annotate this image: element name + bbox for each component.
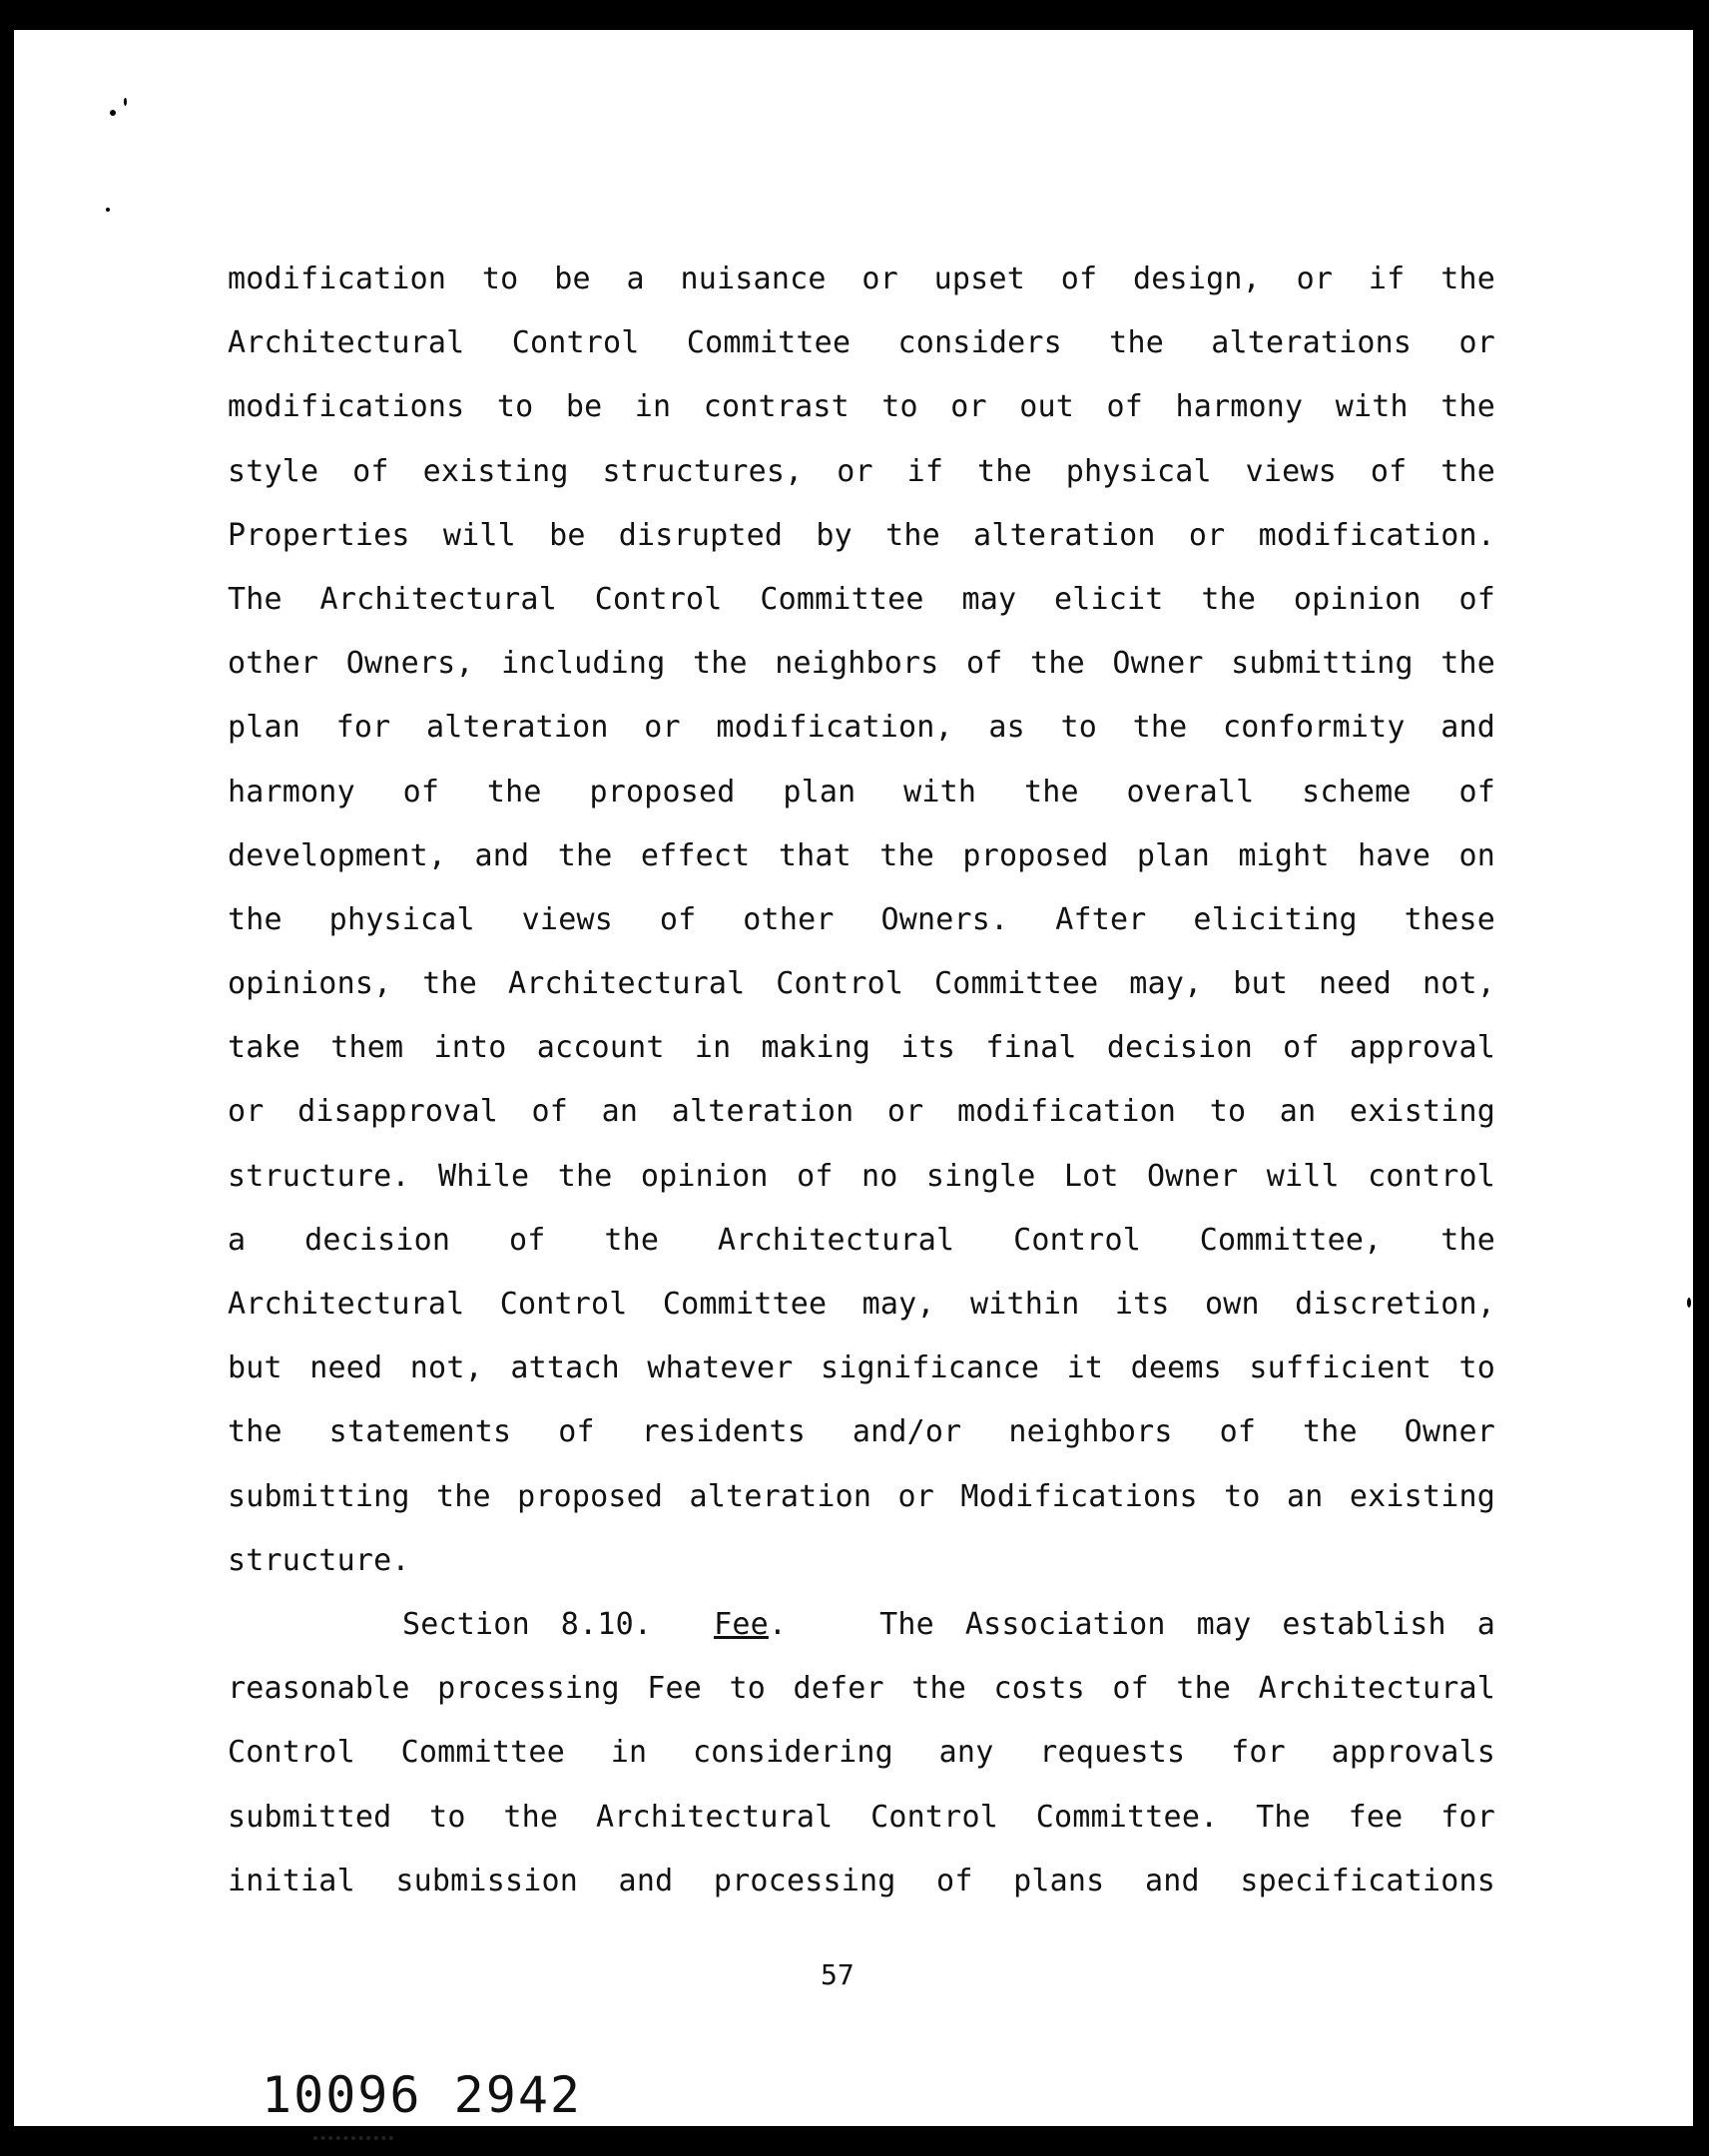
document-page — [14, 30, 1693, 2126]
body-line: the physical views of other Owners. After eliciting these — [228, 901, 1495, 937]
body-line: harmony of the proposed plan with the overall scheme of — [228, 774, 1495, 809]
body-line: but need not, attach whatever significance it deems sufficient to — [228, 1350, 1495, 1386]
body-line: submitting the proposed alteration or Modifications to an existing — [228, 1478, 1495, 1514]
body-line: take them into account in making its final decision of approval — [228, 1030, 1495, 1066]
body-line: other Owners, including the neighbors of the Owner submitting the — [228, 646, 1495, 682]
body-line: or disapproval of an alteration or modification to an existing — [228, 1094, 1495, 1130]
scan-speck — [106, 208, 110, 212]
body-line: modification to be a nuisance or upset of design, or if the — [228, 262, 1495, 296]
body-line: a decision of the Architectural Control Committee, the — [228, 1222, 1495, 1258]
scan-speck — [110, 110, 116, 116]
body-line: modifications to be in contrast to or out of harmony with the — [228, 389, 1495, 425]
section-heading: Fee — [714, 1606, 769, 1642]
body-line: structure. — [228, 1542, 410, 1578]
body-line: Properties will be disrupted by the alteration or modification. — [228, 517, 1495, 553]
body-line: opinions, the Architectural Control Committee may, but need not, — [228, 966, 1495, 1002]
body-line: style of existing structures, or if the physical views of the — [228, 453, 1495, 489]
body-line: the statements of residents and/or neighbors of the Owner — [228, 1414, 1495, 1450]
section-line: initial submission and processing of plans and specifications — [228, 1863, 1495, 1898]
scan-speck — [1687, 1298, 1691, 1308]
section-line: reasonable processing Fee to defer the costs of the Architectural — [228, 1671, 1495, 1707]
scan-speck — [124, 98, 127, 106]
section-first-line-text: The Association may establish a — [879, 1606, 1495, 1642]
body-line: The Architectural Control Committee may elicit the opinion of — [228, 581, 1495, 617]
section-label: Section 8.10. — [402, 1606, 653, 1642]
body-line: Architectural Control Committee considers the alterations or — [228, 325, 1495, 361]
body-line: Architectural Control Committee may, within its own discretion, — [228, 1287, 1495, 1322]
section-first-line: Section 8.10. Fee. The Association may establish a — [402, 1606, 1495, 1642]
body-line: development, and the effect that the proposed plan might have on — [228, 837, 1495, 873]
body-text — [228, 248, 1495, 1913]
body-line: plan for alteration or modification, as to the conformity and — [228, 710, 1495, 746]
dashed-mark — [313, 2136, 393, 2140]
page-number: 57 — [821, 1958, 854, 1991]
body-line: structure. While the opinion of no single Lot Owner will control — [228, 1158, 1495, 1194]
section-line: Control Committee in considering any requests for approvals — [228, 1735, 1495, 1771]
document-number: 10096 2942 — [262, 2066, 583, 2124]
section-line: submitted to the Architectural Control Committee. The fee for — [228, 1799, 1495, 1835]
